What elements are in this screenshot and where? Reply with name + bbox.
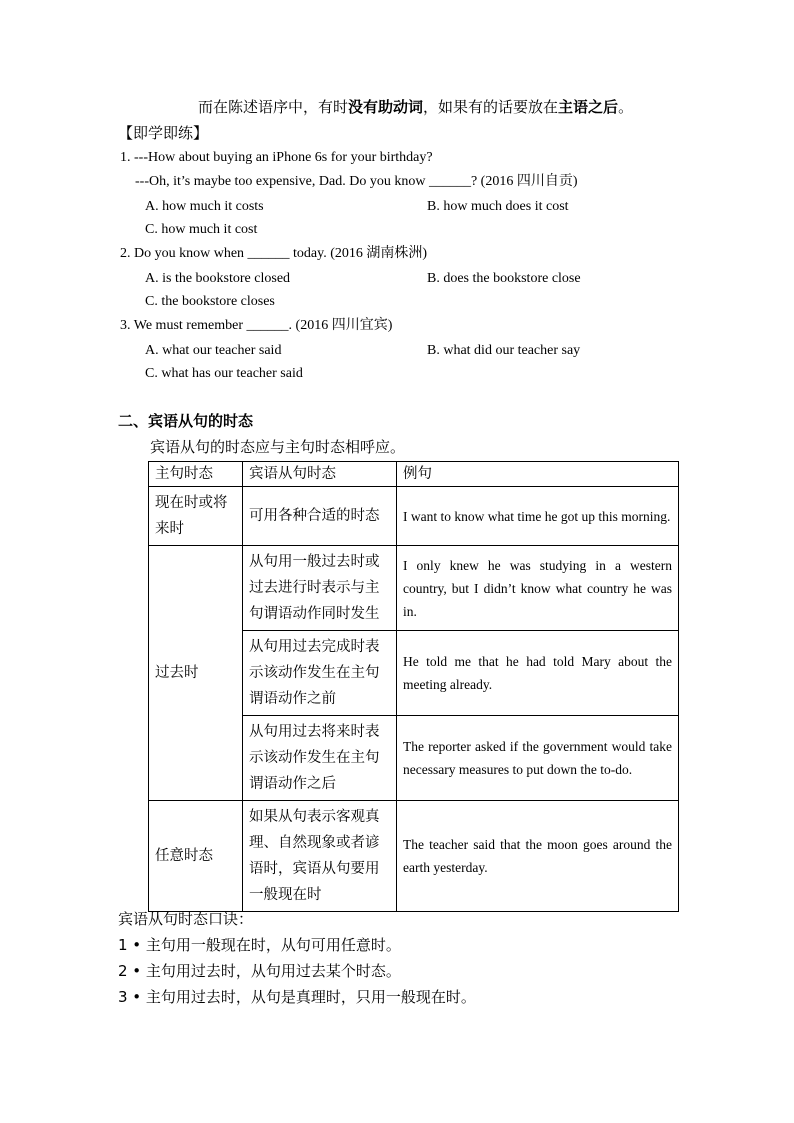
table-header-row — [149, 462, 679, 487]
mnemonic-item-3: 3 • 主句用过去时，从句是真理时，只用一般现在时。 — [118, 988, 476, 1006]
mnemonic-title: 宾语从句时态口诀： — [118, 910, 254, 928]
row-example: The teacher said that the moon goes around the earth yesterday. — [397, 801, 679, 912]
question-3-line-1: 3. We must remember ______. (2016 四川宜宾) — [120, 318, 393, 333]
mnemonic-item-2: 2 • 主句用过去时，从句用过去某个时态。 — [118, 962, 401, 980]
row-clause-tense: 从句用一般过去时或过去进行时表示与主句谓语动作同时发生 — [243, 546, 397, 631]
question-1-option-a: A. how much it costs — [145, 199, 264, 214]
row-clause-tense: 如果从句表示客观真理、自然现象或者谚语时，宾语从句要用一般现在时 — [243, 801, 397, 912]
row-example: He told me that he had told Mary about the meeting already. — [397, 631, 679, 716]
intro-bold-1: 没有助动词 — [348, 98, 424, 116]
question-3-option-b: B. what did our teacher say — [427, 343, 581, 358]
table-row — [149, 487, 679, 546]
section-subtitle: 宾语从句的时态应与主句时态相呼应。 — [150, 438, 406, 456]
question-1-option-b: B. how much does it cost — [427, 199, 569, 214]
question-2-option-c: C. the bookstore closes — [145, 294, 275, 309]
row-main-tense: 现在时或将来时 — [149, 487, 243, 546]
tense-table — [148, 461, 679, 912]
intro-bold-2: 主语之后 — [558, 98, 619, 116]
question-3-option-a: A. what our teacher said — [145, 343, 282, 358]
row-clause-tense: 从句用过去将来时表示该动作发生在主句谓语动作之后 — [243, 716, 397, 801]
row-clause-tense: 从句用过去完成时表示该动作发生在主句谓语动作之前 — [243, 631, 397, 716]
table-row — [149, 801, 679, 912]
header-main-tense: 主句时态 — [149, 462, 243, 487]
question-2-option-a: A. is the bookstore closed — [145, 271, 291, 286]
row-main-tense: 过去时 — [149, 546, 243, 801]
intro-text-1: 而在陈述语序中，有时 — [198, 98, 349, 116]
question-1-option-c: C. how much it cost — [145, 222, 258, 237]
question-3-option-c: C. what has our teacher said — [145, 366, 303, 381]
section-heading: 二、宾语从句的时态 — [118, 412, 254, 430]
row-example: I want to know what time he got up this morning. — [397, 487, 679, 546]
intro-text-3: 。 — [618, 98, 634, 116]
header-clause-tense: 宾语从句时态 — [243, 462, 397, 487]
row-main-tense: 任意时态 — [149, 801, 243, 912]
header-example: 例句 — [397, 462, 679, 487]
practice-heading: 【即学即练】 — [118, 124, 209, 142]
question-1-line-1: 1. ---How about buying an iPhone 6s for your birthday? — [120, 150, 433, 165]
intro-sentence — [198, 96, 633, 117]
row-clause-tense: 可用各种合适的时态 — [243, 487, 397, 546]
mnemonic-item-1: 1 • 主句用一般现在时，从句可用任意时。 — [118, 936, 401, 954]
row-example: I only knew he was studying in a western country, but I didn’t know what country he was in. — [397, 546, 679, 631]
question-2-line-1: 2. Do you know when ______ today. (2016 湖南株洲) — [120, 246, 428, 261]
row-example: The reporter asked if the government would take necessary measures to put down the to-do. — [397, 716, 679, 801]
intro-text-2: ，如果有的话要放在 — [423, 98, 559, 116]
question-1-line-2: ---Oh, it’s maybe too expensive, Dad. Do you know ______? (2016 四川自贡) — [135, 174, 578, 189]
question-2-option-b: B. does the bookstore close — [427, 271, 581, 286]
table-row — [149, 546, 679, 631]
